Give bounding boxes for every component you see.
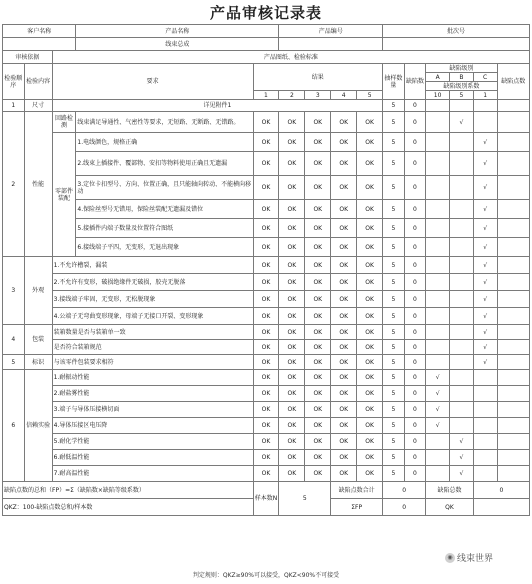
check-mark[interactable]: √ (473, 238, 497, 257)
defect-cell[interactable]: 0 (404, 100, 426, 112)
sample-cell[interactable]: 5 (383, 308, 405, 325)
requirement-cell: 5.耐化学性能 (52, 434, 253, 450)
requirement-cell: 5.接插件内端子数量及位置符合图纸 (76, 219, 253, 238)
table-row (3, 152, 530, 176)
result-cell[interactable]: OK (305, 274, 331, 291)
product-name-value[interactable]: 线束总成 (76, 38, 279, 51)
defect-cell[interactable]: 0 (404, 386, 426, 402)
page-title: 产品审核记录表 (209, 4, 322, 22)
table-row (3, 274, 530, 291)
result-cell[interactable]: OK (279, 386, 305, 402)
result-cell[interactable]: OK (357, 257, 383, 274)
basis-value: 产品图纸、检验标准 (52, 51, 529, 64)
result-cell[interactable]: OK (357, 291, 383, 308)
section-no: 4 (3, 325, 25, 355)
section-name: 性能 (24, 112, 52, 257)
result-cell[interactable]: OK (305, 133, 331, 152)
sample-cell[interactable]: 5 (383, 418, 405, 434)
product-no-label: 产品编号 (279, 25, 383, 38)
result-cell[interactable]: OK (279, 466, 305, 482)
result-cell[interactable]: OK (331, 355, 357, 370)
customer-label: 客户名称 (3, 25, 76, 38)
result-cell[interactable]: OK (357, 274, 383, 291)
result-cell[interactable]: OK (331, 133, 357, 152)
product-no-value[interactable] (279, 38, 383, 51)
coef-b: 5 (450, 91, 474, 100)
defect-sum-value[interactable]: 0 (473, 482, 529, 499)
result-cell[interactable]: OK (253, 200, 279, 219)
result-cell[interactable]: OK (305, 219, 331, 238)
result-cell[interactable]: OK (305, 355, 331, 370)
check-mark[interactable]: √ (426, 386, 450, 402)
info-row-labels (3, 25, 530, 38)
result-cell[interactable]: OK (331, 386, 357, 402)
result-cell[interactable]: OK (357, 466, 383, 482)
requirement-cell: 4.保险丝型号无错用，保险丝装配无遗漏及错位 (76, 200, 253, 219)
table-row (3, 257, 530, 274)
table-row (3, 340, 530, 355)
check-mark[interactable]: √ (450, 466, 474, 482)
sample-cell[interactable]: 5 (383, 238, 405, 257)
requirement-cell: 1.电线颜色，规格正确 (76, 133, 253, 152)
requirement-cell: 2.线束上插接件、覆部物、安扣等物料使用正确且无遗漏 (76, 152, 253, 176)
defect-cell[interactable]: 0 (404, 418, 426, 434)
result-cell[interactable]: OK (253, 112, 279, 133)
sample-cell[interactable]: 5 (383, 257, 405, 274)
result-cell[interactable]: OK (357, 370, 383, 386)
result-cell[interactable]: OK (331, 450, 357, 466)
result-col-3: 3 (305, 91, 331, 100)
coef-c: 1 (473, 91, 497, 100)
defect-cell[interactable]: 0 (404, 355, 426, 370)
grade-c: C (473, 73, 497, 82)
result-col-5: 5 (357, 91, 383, 100)
section-no: 6 (3, 370, 25, 482)
table-row (3, 386, 530, 402)
sample-cell[interactable]: 5 (383, 133, 405, 152)
check-mark[interactable]: √ (426, 402, 450, 418)
section-name: 包装 (24, 325, 52, 355)
requirement-header: 要求 (52, 64, 253, 100)
check-mark[interactable]: √ (426, 418, 450, 434)
result-cell[interactable]: OK (357, 176, 383, 200)
table-row (3, 325, 530, 340)
result-cell[interactable]: OK (305, 112, 331, 133)
result-cell[interactable]: OK (331, 238, 357, 257)
requirement-cell: 与该零件包装要求相符 (52, 355, 253, 370)
result-cell[interactable]: OK (305, 176, 331, 200)
sample-cell[interactable]: 5 (383, 219, 405, 238)
result-cell[interactable]: OK (357, 434, 383, 450)
result-cell[interactable]: OK (279, 450, 305, 466)
result-cell[interactable]: OK (305, 386, 331, 402)
sample-cell[interactable]: 5 (383, 355, 405, 370)
defect-cell[interactable]: 0 (404, 219, 426, 238)
defect-cell[interactable]: 0 (404, 325, 426, 340)
basis-label: 审核依据 (3, 51, 53, 64)
section-name: 尺寸 (24, 100, 52, 112)
result-cell[interactable]: OK (331, 434, 357, 450)
table-row (3, 370, 530, 386)
batch-label: 批次号 (383, 25, 530, 38)
result-cell[interactable]: OK (305, 200, 331, 219)
result-cell[interactable]: OK (357, 112, 383, 133)
sample-cell[interactable]: 5 (383, 325, 405, 340)
result-cell[interactable]: OK (305, 466, 331, 482)
defect-total-label: 缺陷点数合计 (331, 482, 383, 499)
batch-value[interactable] (383, 38, 530, 51)
result-cell[interactable]: OK (279, 176, 305, 200)
check-mark[interactable]: √ (473, 291, 497, 308)
result-cell[interactable]: OK (357, 200, 383, 219)
result-cell[interactable]: OK (357, 402, 383, 418)
defect-cell[interactable]: 0 (404, 370, 426, 386)
result-cell[interactable]: OK (305, 325, 331, 340)
result-cell[interactable]: OK (357, 308, 383, 325)
result-cell[interactable]: OK (253, 152, 279, 176)
result-cell[interactable]: OK (253, 466, 279, 482)
section-no: 2 (3, 112, 25, 257)
result-cell[interactable]: OK (331, 291, 357, 308)
requirement-cell: 2.不允许有变形，破损绝缘件无破损，胶壳无脱落 (52, 274, 253, 291)
sample-cell[interactable]: 5 (383, 340, 405, 355)
result-cell[interactable]: OK (253, 386, 279, 402)
defect-cell[interactable]: 0 (404, 152, 426, 176)
sub-content: 零部件装配 (52, 133, 76, 257)
product-name-label: 产品名称 (76, 25, 279, 38)
check-mark[interactable]: √ (473, 152, 497, 176)
check-mark[interactable]: √ (473, 308, 497, 325)
result-cell[interactable]: OK (357, 386, 383, 402)
result-cell[interactable]: OK (305, 308, 331, 325)
table-row (3, 308, 530, 325)
result-cell[interactable]: OK (253, 238, 279, 257)
result-cell[interactable]: OK (253, 176, 279, 200)
result-cell[interactable]: OK (357, 219, 383, 238)
coef-a: 10 (426, 91, 450, 100)
result-cell[interactable]: OK (305, 402, 331, 418)
table-row (3, 466, 530, 482)
sample-cell[interactable]: 5 (383, 402, 405, 418)
result-cell[interactable]: OK (279, 257, 305, 274)
result-cell[interactable]: OK (253, 325, 279, 340)
result-cell[interactable]: OK (279, 274, 305, 291)
requirement-cell: 4.公端子无弯曲变形现象，母端子无接口开裂、变形现象 (52, 308, 253, 325)
customer-value[interactable] (3, 38, 76, 51)
result-cell[interactable]: OK (253, 291, 279, 308)
info-row-values (3, 38, 530, 51)
judgement-rule: 判定规则：QKZ≥90%可以接受，QKZ<90%不可接受 (192, 572, 340, 579)
requirement-cell: 2.耐盐雾性能 (52, 386, 253, 402)
defect-cell[interactable]: 0 (404, 274, 426, 291)
result-cell[interactable]: OK (331, 200, 357, 219)
requirement-cell: 3.定位卡扣型号、方向、位置正确，且只能轴向转动、不能横向移动 (76, 176, 253, 200)
section-name: 标识 (24, 355, 52, 370)
requirement-cell: 7.耐高温性能 (52, 466, 253, 482)
sample-cell[interactable]: 5 (383, 386, 405, 402)
sample-count-value[interactable]: 5 (279, 482, 331, 516)
requirement-cell: 4.导体压接区电压降 (52, 418, 253, 434)
sample-cell[interactable]: 5 (383, 112, 405, 133)
defect-header: 缺陷数 (404, 64, 426, 100)
result-cell[interactable]: OK (279, 308, 305, 325)
result-cell[interactable]: OK (253, 370, 279, 386)
result-cell[interactable]: OK (305, 434, 331, 450)
audit-record-table (2, 24, 530, 516)
formula-fp: 缺陷点数的总和（FP）=Σ（缺陷数×缺陷等级系数） (3, 482, 254, 499)
requirement-cell: 装箱数量是否与装箱单一致 (52, 325, 253, 340)
result-cell[interactable]: OK (305, 238, 331, 257)
formula-qkz: QKZ：100-缺陷点数总和/样本数 (3, 499, 254, 516)
table-row (3, 434, 530, 450)
result-cell[interactable]: OK (357, 152, 383, 176)
result-cell[interactable]: OK (253, 219, 279, 238)
result-col-4: 4 (331, 91, 357, 100)
result-cell[interactable]: OK (279, 402, 305, 418)
basis-row (3, 51, 530, 64)
check-mark[interactable]: √ (473, 219, 497, 238)
table-row (3, 402, 530, 418)
table-row (3, 238, 530, 257)
result-cell[interactable]: OK (253, 450, 279, 466)
table-row (3, 100, 530, 112)
requirement-cell: 是否符合装箱规范 (52, 340, 253, 355)
result-cell[interactable]: OK (279, 325, 305, 340)
result-cell[interactable]: OK (253, 418, 279, 434)
sample-cell[interactable]: 5 (383, 450, 405, 466)
result-cell[interactable]: OK (253, 402, 279, 418)
sample-count-label: 样本数N (253, 482, 279, 516)
result-cell[interactable]: OK (331, 402, 357, 418)
result-cell[interactable]: OK (279, 370, 305, 386)
sample-cell[interactable]: 5 (383, 200, 405, 219)
wechat-icon: ◉ (445, 553, 455, 563)
sample-cell[interactable]: 5 (383, 434, 405, 450)
check-mark[interactable]: √ (450, 434, 474, 450)
result-cell[interactable]: OK (253, 133, 279, 152)
result-cell[interactable]: OK (305, 291, 331, 308)
requirement-cell: 详见附件1 (52, 100, 382, 112)
result-cell[interactable]: OK (331, 176, 357, 200)
table-row (3, 133, 530, 152)
result-cell[interactable]: OK (279, 355, 305, 370)
result-cell[interactable]: OK (331, 466, 357, 482)
table-row (3, 112, 530, 133)
check-mark[interactable]: √ (450, 450, 474, 466)
result-cell[interactable]: OK (253, 274, 279, 291)
table-row (3, 355, 530, 370)
requirement-cell: 6.接线端子平四，无变形，无退出现象 (76, 238, 253, 257)
defect-cell[interactable]: 0 (404, 238, 426, 257)
result-cell[interactable]: OK (253, 340, 279, 355)
result-header: 结果 (253, 64, 383, 91)
section-no: 3 (3, 257, 25, 325)
content-header: 检验内容 (24, 64, 52, 100)
defect-cell[interactable]: 0 (404, 466, 426, 482)
check-mark[interactable]: √ (426, 370, 450, 386)
watermark-text: 线束世界 (457, 554, 494, 564)
sample-cell[interactable]: 5 (383, 152, 405, 176)
sample-cell[interactable]: 5 (383, 370, 405, 386)
result-cell[interactable]: OK (357, 418, 383, 434)
result-cell[interactable]: OK (331, 370, 357, 386)
table-row (3, 291, 530, 308)
qk-label: QK (426, 499, 474, 516)
result-cell[interactable]: OK (331, 340, 357, 355)
defect-cell[interactable]: 0 (404, 200, 426, 219)
requirement-cell: 3.接线端子牢固，无变形，无松脱现象 (52, 291, 253, 308)
seq-header: 检验顺序 (3, 64, 25, 100)
defect-cell[interactable]: 0 (404, 133, 426, 152)
section-name: 外观 (24, 257, 52, 325)
section-no: 5 (3, 355, 25, 370)
table-row (3, 418, 530, 434)
result-cell[interactable]: OK (331, 112, 357, 133)
table-row (3, 219, 530, 238)
result-cell[interactable]: OK (331, 325, 357, 340)
result-cell[interactable]: OK (305, 370, 331, 386)
defect-sum-label: 缺陷总数 (426, 482, 474, 499)
defect-cell[interactable]: 0 (404, 112, 426, 133)
requirement-cell: 1.耐振动性能 (52, 370, 253, 386)
result-cell[interactable]: OK (305, 418, 331, 434)
result-col-2: 2 (279, 91, 305, 100)
result-cell[interactable]: OK (279, 238, 305, 257)
sample-cell[interactable]: 5 (383, 176, 405, 200)
check-mark[interactable]: √ (450, 112, 474, 133)
defect-cell[interactable]: 0 (404, 450, 426, 466)
defect-cell[interactable]: 0 (404, 308, 426, 325)
requirement-cell: 线束满足导通性、气密性等要求，无短路、无断路、无错路。 (76, 112, 253, 133)
sample-cell[interactable]: 5 (383, 466, 405, 482)
result-cell[interactable]: OK (253, 308, 279, 325)
fp-label: ΣFP (331, 499, 383, 516)
sample-cell[interactable]: 5 (383, 291, 405, 308)
result-cell[interactable]: OK (305, 450, 331, 466)
sample-cell[interactable]: 5 (383, 100, 405, 112)
defect-cell[interactable]: 0 (404, 291, 426, 308)
header-row-1 (3, 64, 530, 73)
table-row (3, 176, 530, 200)
result-cell[interactable]: OK (331, 219, 357, 238)
result-cell[interactable]: OK (331, 274, 357, 291)
result-cell[interactable]: OK (331, 152, 357, 176)
result-cell[interactable]: OK (305, 257, 331, 274)
defect-total-value[interactable]: 0 (383, 482, 426, 499)
defect-cell[interactable]: 0 (404, 340, 426, 355)
result-cell[interactable]: OK (357, 450, 383, 466)
check-mark[interactable]: √ (473, 355, 497, 370)
fp-value[interactable]: 0 (383, 499, 426, 516)
grade-b: B (450, 73, 474, 82)
grade-a: A (426, 73, 450, 82)
table-row (3, 450, 530, 466)
check-mark[interactable]: √ (473, 257, 497, 274)
result-cell[interactable]: OK (253, 434, 279, 450)
result-cell[interactable]: OK (279, 291, 305, 308)
result-cell[interactable]: OK (279, 200, 305, 219)
result-cell[interactable]: OK (253, 257, 279, 274)
result-cell[interactable]: OK (279, 152, 305, 176)
result-cell[interactable]: OK (357, 238, 383, 257)
sample-header: 抽样数量 (383, 64, 405, 100)
defect-cell[interactable]: 0 (404, 257, 426, 274)
grade-coef-header: 缺陷级别系数 (426, 82, 497, 91)
requirement-cell: 6.耐低温性能 (52, 450, 253, 466)
result-cell[interactable]: OK (357, 340, 383, 355)
check-mark[interactable]: √ (473, 176, 497, 200)
result-cell[interactable]: OK (305, 340, 331, 355)
summary-row-1 (3, 482, 530, 499)
qk-value[interactable] (473, 499, 529, 516)
grade-header: 缺陷级别 (426, 64, 497, 73)
check-mark[interactable]: √ (473, 340, 497, 355)
result-cell[interactable]: OK (279, 434, 305, 450)
result-cell[interactable]: OK (279, 133, 305, 152)
result-cell[interactable]: OK (279, 112, 305, 133)
check-mark[interactable]: √ (473, 200, 497, 219)
sample-cell[interactable]: 5 (383, 274, 405, 291)
check-mark[interactable]: √ (473, 325, 497, 340)
requirement-cell: 3.端子与导体压接横切面 (52, 402, 253, 418)
result-cell[interactable]: OK (357, 133, 383, 152)
result-cell[interactable]: OK (331, 418, 357, 434)
defect-cell[interactable]: 0 (404, 176, 426, 200)
table-row (3, 200, 530, 219)
result-cell[interactable]: OK (279, 340, 305, 355)
result-cell[interactable]: OK (253, 355, 279, 370)
result-cell[interactable]: OK (331, 308, 357, 325)
check-mark[interactable]: √ (473, 274, 497, 291)
section-name: 信赖实验 (24, 370, 52, 482)
points-header: 缺陷点数 (497, 64, 530, 100)
sub-content: 回路检测 (52, 112, 76, 133)
result-cell[interactable]: OK (331, 257, 357, 274)
section-no: 1 (3, 100, 25, 112)
result-cell[interactable]: OK (279, 418, 305, 434)
defect-cell[interactable]: 0 (404, 434, 426, 450)
defect-cell[interactable]: 0 (404, 402, 426, 418)
result-cell[interactable]: OK (305, 152, 331, 176)
result-cell[interactable]: OK (357, 325, 383, 340)
result-cell[interactable]: OK (279, 219, 305, 238)
result-col-1: 1 (253, 91, 279, 100)
requirement-cell: 1.不允许槽裂，漏装 (52, 257, 253, 274)
check-mark[interactable]: √ (473, 133, 497, 152)
watermark (445, 551, 493, 564)
result-cell[interactable]: OK (357, 355, 383, 370)
